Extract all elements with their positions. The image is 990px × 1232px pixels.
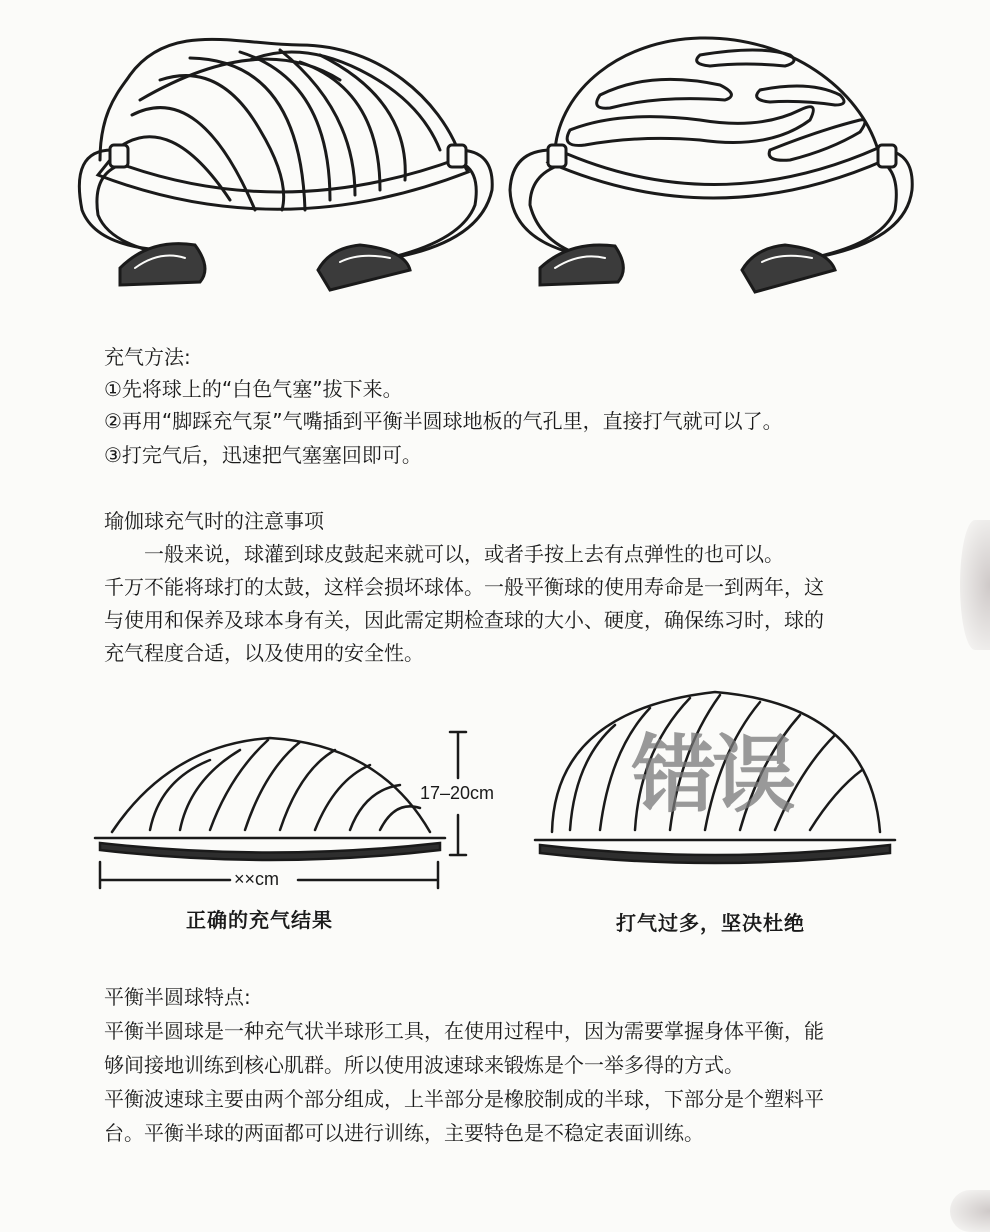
precautions-line: 一般来说，球灌到球皮鼓起来就可以，或者手按上去有点弹性的也可以。 [104,542,784,566]
inflation-step: ③打完气后，迅速把气塞塞回即可。 [104,443,422,467]
precautions-line: 千万不能将球打的太鼓，这样会损坏球体。一般平衡球的使用寿命是一到两年，这 [104,575,824,599]
inflation-step: ②再用“脚踩充气泵”气嘴插到平衡半圆球地板的气孔里，直接打气就可以了。 [104,409,783,433]
page-edge-shadow [950,1190,990,1232]
wrong-caption: 打气过多，坚决杜绝 [616,911,805,935]
precautions-heading: 瑜伽球充气时的注意事项 [104,509,324,533]
features-line: 够间接地训练到核心肌群。所以使用波速球来锻炼是个一举多得的方式。 [104,1053,744,1077]
precautions-line: 充气程度合适，以及使用的安全性。 [104,641,424,665]
correct-caption: 正确的充气结果 [186,908,333,932]
wave-ball-icon [510,38,912,262]
wrong-stamp: 错误 [632,726,793,824]
features-line: 台。平衡半球的两面都可以进行训练，主要特色是不稳定表面训练。 [104,1121,704,1145]
correct-dome-icon [95,738,445,860]
height-label: 17–20cm [420,783,495,803]
inflation-step: ①先将球上的“白色气塞”拔下来。 [104,377,403,401]
inflation-heading: 充气方法: [104,345,191,369]
inflation-diagram [0,690,990,920]
page-edge-shadow [960,520,990,650]
features-heading: 平衡半圆球特点: [104,985,251,1009]
precautions-line: 与使用和保养及球本身有关，因此需定期检查球的大小、硬度，确保练习时，球的 [104,608,824,632]
features-line: 平衡半圆球是一种充气状半球形工具，在使用过程中，因为需要掌握身体平衡，能 [104,1019,824,1043]
top-illustration [0,0,990,310]
swirl-ball-icon [79,39,492,262]
width-label: ××cm [234,869,280,889]
features-line: 平衡波速球主要由两个部分组成，上半部分是橡胶制成的半球，下部分是个塑料平 [104,1087,824,1111]
